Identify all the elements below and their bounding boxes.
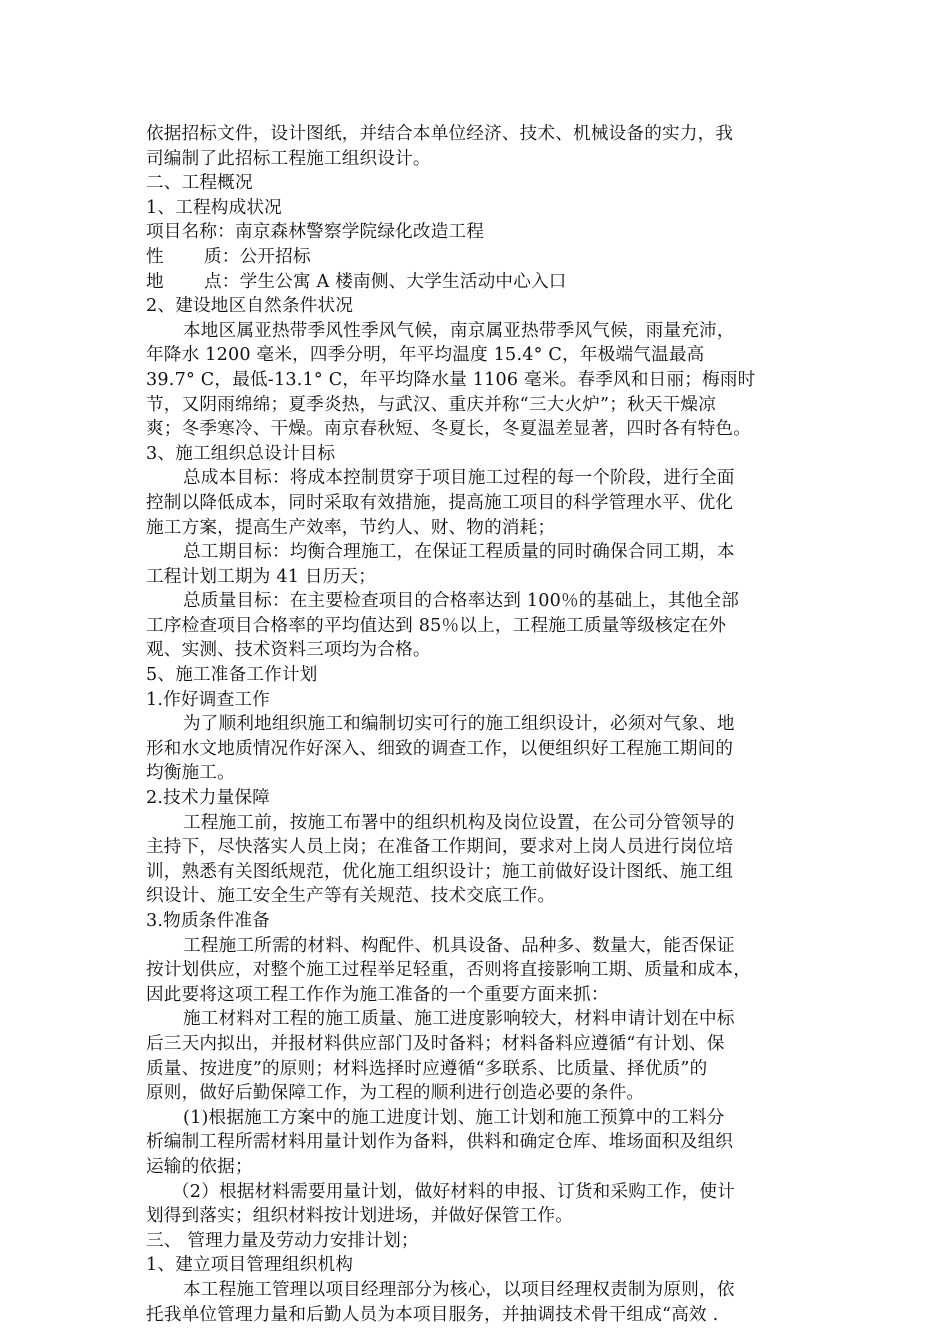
project-location-line <box>146 270 796 295</box>
location-label-b: 点： <box>204 271 240 292</box>
text-line: 年降水 1200 毫米，四季分明，年平均温度 15.4° C，年极端气温最高 <box>146 345 705 366</box>
text-line: 控制以降低成本，同时采取有效措施，提高施工项目的科学管理水平、优化 <box>146 492 734 513</box>
text-line: 总成本目标：将成本控制贯穿于项目施工过程的每一个阶段，进行全面 <box>183 468 735 489</box>
item-heading: 3.物质条件准备 <box>146 911 270 931</box>
project-name-line: 项目名称：南京森林警察学院绿化改造工程 <box>146 222 485 243</box>
text-line: 司编制了此招标工程施工组织设计。 <box>146 148 431 169</box>
text-line: 39.7° C，最低-13.1° C，年平均降水量 1106 毫米。春季风和日丽；梅雨时 <box>146 369 756 390</box>
text-line: 划得到落实；组织材料按计划进场，并做好保管工作。 <box>146 1206 574 1227</box>
text-line: 形和水文地质情况作好深入、细致的调查工作，以便组织好工程施工期间的 <box>146 738 734 759</box>
subsection-heading: 1、工程构成状况 <box>146 197 282 218</box>
text-line: 按计划供应，对整个施工过程举足轻重，否则将直接影响工期、质量和成本， <box>146 960 751 981</box>
text-line: 质量、按进度”的原则；材料选择时应遵循“多联系、比质量、择优质”的 <box>146 1058 708 1079</box>
text-line: 总质量目标：在主要检查项目的合格率达到 100％的基础上，其他全部 <box>183 591 739 612</box>
text-line: 主持下，尽快落实人员上岗；在准备工作期间，要求对上岗人员进行岗位培 <box>146 837 734 858</box>
text-line: 爽；冬季寒冷、干燥。南京春秋短、冬夏长，冬夏温差显著，四时各有特色。 <box>146 419 751 440</box>
section-heading: 三、 管理力量及劳动力安排计划； <box>146 1230 419 1251</box>
text-line: 均衡施工。 <box>146 763 235 784</box>
location-label-a: 地 <box>146 271 164 292</box>
text-line: 依据招标文件，设计图纸，并结合本单位经济、技术、机械设备的实力，我 <box>146 124 734 144</box>
text-line: 原则，做好后勤保障工作，为工程的顺利进行创造必要的条件。 <box>146 1083 645 1104</box>
text-line: 托我单位管理力量和后勤人员为本项目服务，并抽调技术骨干组成“高效 . <box>146 1304 719 1325</box>
text-line: 因此要将这项工程工作作为施工准备的一个重要方面来抓： <box>146 984 609 1005</box>
text-line: 总工期目标：均衡合理施工，在保证工程质量的同时确保合同工期，本 <box>183 542 735 563</box>
text-line: （2）根据材料需要用量计划，做好材料的申报、订货和采购工作，使计 <box>172 1181 736 1202</box>
text-line: 工程施工前，按施工布署中的组织机构及岗位设置，在公司分管领导的 <box>183 812 735 833</box>
text-line: 训，熟悉有关图纸规范，优化施工组织设计；施工前做好设计图纸、施工组 <box>146 861 734 882</box>
text-line: 本地区属亚热带季风性季风气候，南京属亚热带季风气候，雨量充沛， <box>183 320 735 341</box>
text-line: 工序检查项目合格率的平均值达到 85％以上，工程施工质量等级核定在外 <box>146 615 727 636</box>
text-line: 本工程施工管理以项目经理部分为核心，以项目经理权责制为原则，依 <box>183 1279 735 1300</box>
text-line: 工程施工所需的材料、构配件、机具设备、品种多、数量大，能否保证 <box>183 935 735 956</box>
subsection-heading: 5、施工准备工作计划 <box>146 665 318 686</box>
location-value: 学生公寓 A 楼南侧、大学生活动中心入口 <box>239 271 567 292</box>
nature-label-b: 质： <box>204 246 240 267</box>
text-line: 织设计、施工安全生产等有关规范、技术交底工作。 <box>146 886 556 907</box>
text-line: 施工材料对工程的施工质量、施工进度影响较大，材料申请计划在中标 <box>183 1009 735 1030</box>
nature-value: 公开招标 <box>239 246 311 267</box>
section-heading: 二、工程概况 <box>146 173 253 194</box>
text-line: 施工方案，提高生产效率，节约人、财、物的消耗； <box>146 517 556 538</box>
project-nature-line <box>146 245 796 270</box>
subsection-heading: 1、建立项目管理组织机构 <box>146 1255 354 1276</box>
text-line: 后三天内拟出，并报材料供应部门及时备料；材料备料应遵循“有计划、保 <box>146 1033 725 1054</box>
subsection-heading: 3、施工组织总设计目标 <box>146 443 336 464</box>
text-line: 工程计划工期为 41 日历天； <box>146 566 377 587</box>
item-heading: 2.技术力量保障 <box>146 788 270 809</box>
text-line: 节，又阴雨绵绵；夏季炎热，与武汉、重庆并称“三大火炉”；秋天干燥凉 <box>146 394 716 415</box>
document-body <box>146 122 796 1327</box>
text-line: 运输的依据； <box>146 1156 253 1177</box>
subsection-heading: 2、建设地区自然条件状况 <box>146 296 354 317</box>
text-line: 析编制工程所需材料用量计划作为备料，供料和确定仓库、堆场面积及组织 <box>146 1132 734 1153</box>
item-heading: 1.作好调查工作 <box>146 689 270 710</box>
nature-label-a: 性 <box>146 246 164 267</box>
text-line: (1)根据施工方案中的施工进度计划、施工计划和施工预算中的工料分 <box>183 1107 725 1128</box>
text-line: 为了顺利地组织施工和编制切实可行的施工组织设计，必须对气象、地 <box>183 714 735 735</box>
text-line: 观、实测、技术资料三项均为合格。 <box>146 640 431 661</box>
